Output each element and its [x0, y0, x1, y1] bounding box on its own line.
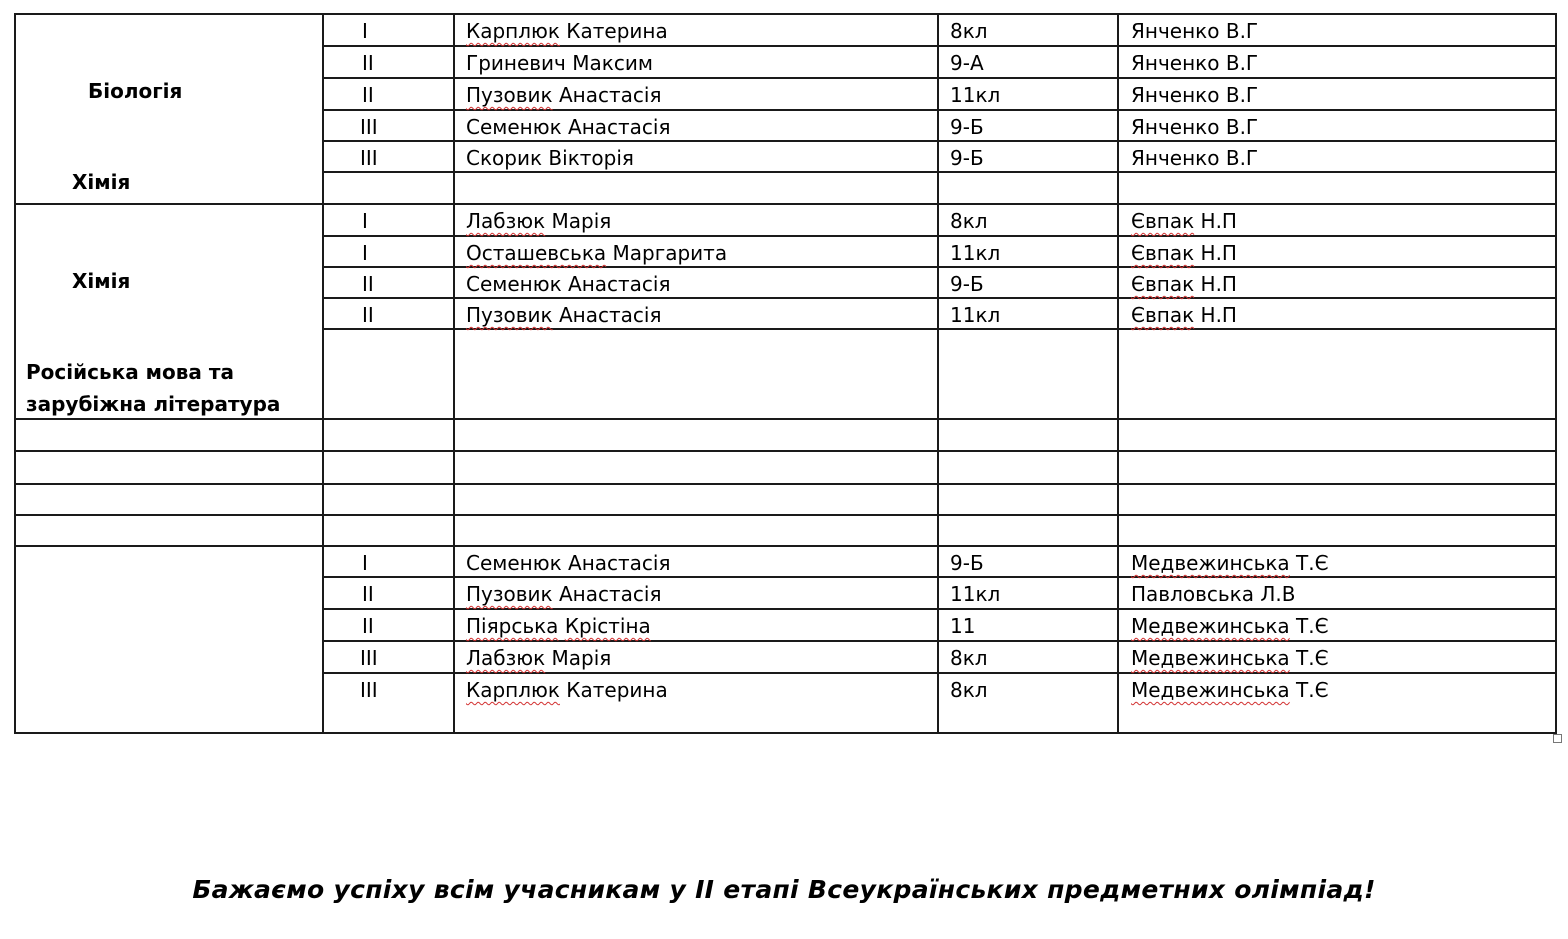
table-row-divider — [322, 297, 1557, 299]
teacher-cell: Янченко В.Г — [1131, 146, 1259, 170]
table-row-divider — [322, 608, 1557, 610]
subject-russian-line1: Російська мова та — [26, 360, 234, 384]
table-row-divider — [322, 109, 1557, 111]
class-cell: 11кл — [950, 83, 1001, 107]
student-name-word: Крістіна — [564, 614, 651, 638]
teacher-cell: Медвежинська Т.Є — [1131, 614, 1329, 638]
subject-biology: Біологія — [88, 79, 183, 103]
class-cell: 8кл — [950, 209, 988, 233]
place-cell: II — [362, 272, 374, 296]
place-cell: III — [360, 646, 378, 670]
student-name-cell — [466, 51, 653, 75]
subject-russian-line2: зарубіжна література — [26, 392, 281, 416]
table-resize-handle[interactable] — [1553, 734, 1562, 743]
place-cell: I — [362, 241, 368, 265]
place-cell: II — [362, 303, 374, 327]
student-name-word: Семенюк — [466, 115, 562, 139]
student-name-cell — [466, 241, 727, 265]
table-row-divider — [14, 203, 1557, 205]
teacher-surname: Євпак — [1131, 241, 1195, 265]
teacher-surname: Медвежинська — [1131, 614, 1290, 638]
table-column-divider — [14, 13, 16, 734]
class-cell: 11кл — [950, 582, 1001, 606]
student-name-word: Маргарита — [612, 241, 728, 265]
student-name-word: Марія — [551, 646, 612, 670]
table-row-divider — [14, 514, 1557, 516]
teacher-surname: Янченко — [1131, 146, 1220, 170]
place-cell: I — [362, 551, 368, 575]
teacher-cell: Євпак Н.П — [1131, 209, 1237, 233]
teacher-cell: Павловська Л.В — [1131, 582, 1296, 606]
closing-message: Бажаємо успіху всім учасникам у ІІ етапі Всеукраїнських предметних олімпіад! — [192, 875, 1376, 904]
class-cell: 9-Б — [950, 146, 984, 170]
student-name-word: Гриневич — [466, 51, 566, 75]
teacher-cell: Медвежинська Т.Є — [1131, 551, 1329, 575]
class-cell: 9-Б — [950, 272, 984, 296]
student-name-word: Карплюк — [466, 678, 560, 702]
table-row-divider — [322, 266, 1557, 268]
student-name-cell — [466, 19, 668, 43]
teacher-cell: Євпак Н.П — [1131, 272, 1237, 296]
place-cell: II — [362, 582, 374, 606]
place-cell: III — [360, 115, 378, 139]
student-name-word: Пузовик — [466, 582, 553, 606]
place-cell: II — [362, 83, 374, 107]
teacher-surname: Янченко — [1131, 115, 1220, 139]
place-cell: I — [362, 209, 368, 233]
table-row-divider — [322, 77, 1557, 79]
teacher-surname: Євпак — [1131, 303, 1195, 327]
student-name-word: Піярська — [466, 614, 559, 638]
table-column-divider — [453, 13, 455, 734]
student-name-word: Карплюк — [466, 19, 560, 43]
student-name-word: Катерина — [566, 19, 668, 43]
teacher-cell: Євпак Н.П — [1131, 241, 1237, 265]
student-name-word: Анастасія — [558, 582, 662, 606]
student-name-word: Скорик — [466, 146, 543, 170]
table-column-divider — [1117, 13, 1119, 734]
table-row-divider — [14, 545, 1557, 547]
teacher-cell: Янченко В.Г — [1131, 115, 1259, 139]
place-cell: II — [362, 614, 374, 638]
student-name-cell — [466, 272, 671, 296]
teacher-surname: Євпак — [1131, 272, 1195, 296]
student-name-word: Марія — [551, 209, 612, 233]
table-row-divider — [322, 171, 1557, 173]
student-name-word: Осташевська — [466, 241, 607, 265]
student-name-word: Пузовик — [466, 303, 553, 327]
table-row-divider — [14, 732, 1557, 734]
student-name-cell — [466, 303, 661, 327]
class-cell: 9-Б — [950, 115, 984, 139]
table-row-divider — [322, 640, 1557, 642]
student-name-word: Катерина — [566, 678, 668, 702]
teacher-cell: Медвежинська Т.Є — [1131, 678, 1329, 702]
teacher-cell: Янченко В.Г — [1131, 83, 1259, 107]
place-cell: II — [362, 51, 374, 75]
student-name-cell — [466, 582, 661, 606]
table-row-divider — [322, 672, 1557, 674]
student-name-word: Анастасія — [568, 115, 671, 139]
table-row-divider — [14, 450, 1557, 452]
table-row-divider — [14, 483, 1557, 485]
student-name-word: Семенюк — [466, 551, 562, 575]
table-row-divider — [14, 13, 1557, 15]
table-row-divider — [322, 235, 1557, 237]
table-row-divider — [322, 328, 1557, 330]
student-name-word: Вікторія — [548, 146, 634, 170]
teacher-surname: Янченко — [1131, 19, 1220, 43]
class-cell: 9-А — [950, 51, 984, 75]
student-name-word: Анастасія — [558, 83, 662, 107]
place-cell: I — [362, 19, 368, 43]
student-name-word: Семенюк — [466, 272, 562, 296]
table-column-divider — [937, 13, 939, 734]
student-name-word: Анастасія — [558, 303, 662, 327]
teacher-cell: Янченко В.Г — [1131, 51, 1259, 75]
table-column-divider — [322, 13, 324, 734]
student-name-word: Лабзюк — [466, 209, 546, 233]
teacher-surname: Медвежинська — [1131, 646, 1290, 670]
place-cell: III — [360, 146, 378, 170]
teacher-cell: Янченко В.Г — [1131, 19, 1259, 43]
table-row-divider — [14, 418, 1557, 420]
student-name-cell — [466, 646, 611, 670]
table-column-divider — [1555, 13, 1557, 734]
student-name-cell — [466, 614, 651, 638]
class-cell: 9-Б — [950, 551, 984, 575]
student-name-word: Лабзюк — [466, 646, 546, 670]
student-name-word: Анастасія — [568, 272, 671, 296]
student-name-word: Максим — [572, 51, 653, 75]
teacher-cell: Медвежинська Т.Є — [1131, 646, 1329, 670]
subject-chemistry-label-a: Хімія — [72, 170, 131, 194]
table-row-divider — [322, 45, 1557, 47]
class-cell: 8кл — [950, 678, 988, 702]
class-cell: 11кл — [950, 303, 1001, 327]
student-name-cell — [466, 115, 671, 139]
table-row-divider — [322, 140, 1557, 142]
student-name-cell — [466, 551, 671, 575]
teacher-surname: Янченко — [1131, 51, 1220, 75]
teacher-surname: Янченко — [1131, 83, 1220, 107]
class-cell: 11 — [950, 614, 976, 638]
teacher-surname: Євпак — [1131, 209, 1195, 233]
teacher-surname: Медвежинська — [1131, 551, 1290, 575]
student-name-cell — [466, 83, 661, 107]
teacher-surname: Медвежинська — [1131, 678, 1290, 702]
student-name-word: Пузовик — [466, 83, 553, 107]
student-name-cell — [466, 146, 634, 170]
student-name-word: Анастасія — [568, 551, 671, 575]
class-cell: 8кл — [950, 19, 988, 43]
subject-chemistry-label-b: Хімія — [72, 269, 131, 293]
teacher-surname: Павловська — [1131, 582, 1255, 606]
class-cell: 11кл — [950, 241, 1001, 265]
teacher-cell: Євпак Н.П — [1131, 303, 1237, 327]
student-name-cell — [466, 678, 668, 702]
place-cell: III — [360, 678, 378, 702]
table-row-divider — [322, 576, 1557, 578]
student-name-cell — [466, 209, 611, 233]
class-cell: 8кл — [950, 646, 988, 670]
